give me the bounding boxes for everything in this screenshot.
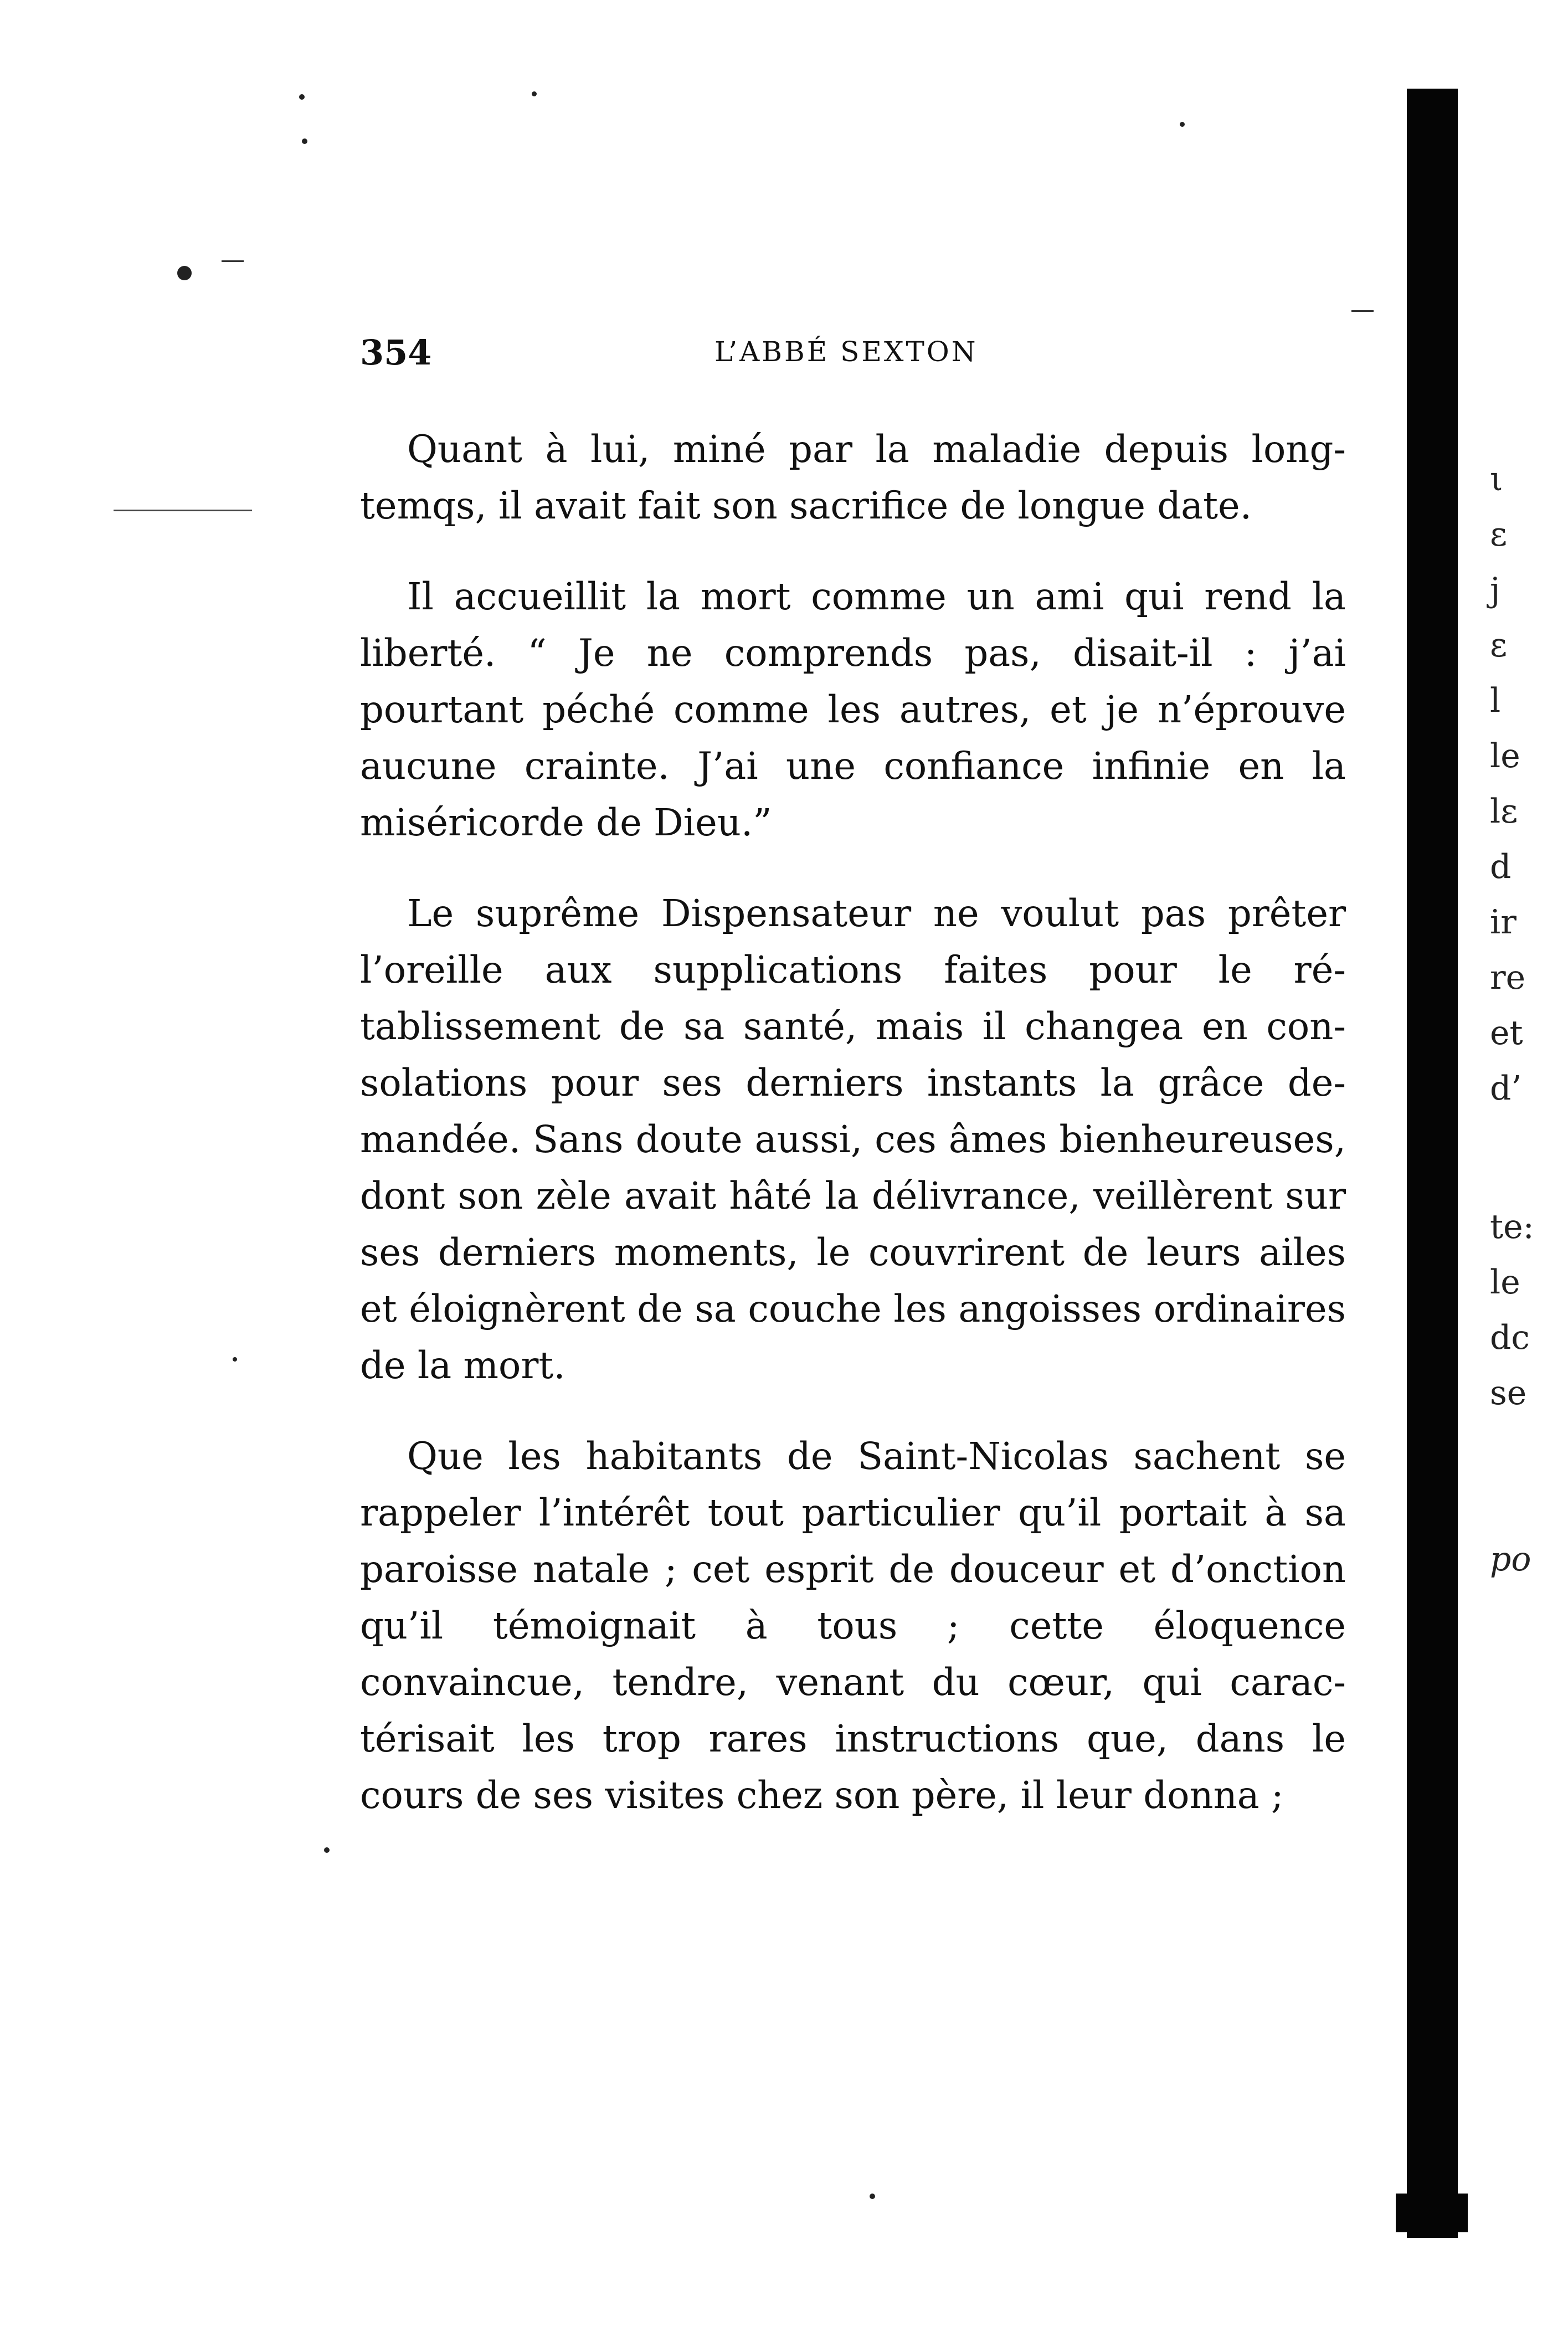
facing-page-fragment: l [1490, 681, 1501, 720]
scan-speck [1180, 122, 1185, 127]
facing-page-fragment: te: [1490, 1208, 1534, 1246]
facing-page-fragment: lε [1490, 792, 1518, 831]
scan-mark [222, 260, 244, 262]
facing-page-fragment: et [1490, 1014, 1523, 1052]
paragraph: Que les habitants de Saint-Nicolas sachent se rappeler l’intérêt tout particulier qu’il portait à sa paroisse natale ; cet esprit de douceur et d’onction qu’il témoignait à tous ; cette éloquence convaincue, tendre, venant du cœur, qui caractérisait les trop rares instructions que, dans le cours de ses visites chez son père, il leur donna ; [360, 1435, 1346, 1817]
margin-pencil-line [114, 510, 252, 511]
scan-speck [299, 94, 305, 100]
facing-page-fragment: le [1490, 1263, 1520, 1302]
facing-page-fragment: ε [1490, 515, 1508, 554]
body-text [360, 421, 1346, 1824]
scan-speck [302, 138, 307, 144]
facing-page-fragment: re [1490, 958, 1526, 997]
page-header [360, 332, 1346, 382]
binding-shadow-foot [1396, 2194, 1468, 2232]
scan-speck [177, 266, 192, 280]
facing-page-fragment: po [1490, 1540, 1531, 1579]
facing-page-fragment: se [1490, 1374, 1527, 1412]
facing-page-fragment: d [1490, 847, 1512, 886]
scan-speck [532, 91, 537, 96]
facing-page-fragment: le [1490, 737, 1520, 775]
page-number: 354 [360, 332, 432, 373]
paragraph: Le suprême Dispensateur ne voulut pas prêter l’oreille aux supplications faites pour le rétablissement de sa santé, mais il changea en consolations pour ses derniers instants la grâce demandée. Sans doute aussi, ces âmes bienheureuses, dont son zèle avait hâté la délivrance, veillèrent sur ses derniers moments, le couvrirent de leurs ailes et éloignèrent de sa couche les angoisses ordinaires de la mort. [360, 892, 1346, 1387]
paragraph: Quant à lui, miné par la maladie depuis longtemqs, il avait fait son sacrifice de longue date. [360, 428, 1346, 527]
facing-page-fragment: j [1490, 571, 1500, 609]
binding-shadow [1407, 89, 1458, 2238]
facing-page-fragment: ir [1490, 903, 1516, 942]
facing-page-fragment: ι [1490, 460, 1503, 499]
scan-speck [870, 2194, 875, 2199]
scan-speck [233, 1357, 237, 1362]
running-title: L’ABBÉ SEXTON [714, 336, 978, 368]
scan-speck [324, 1847, 330, 1853]
facing-page-fragment: ε [1490, 626, 1508, 665]
paragraph: Il accueillit la mort comme un ami qui rend la liberté. “ Je ne comprends pas, disait-il : j’ai pourtant péché comme les autres, et je n’éprouve aucune crainte. J’ai une confiance infinie en la miséricorde de Dieu.” [360, 575, 1346, 844]
facing-page-edge [1490, 0, 1568, 2332]
facing-page-fragment: dc [1490, 1318, 1530, 1357]
scan-mark [1351, 310, 1374, 312]
facing-page-fragment: d’ [1490, 1069, 1522, 1108]
